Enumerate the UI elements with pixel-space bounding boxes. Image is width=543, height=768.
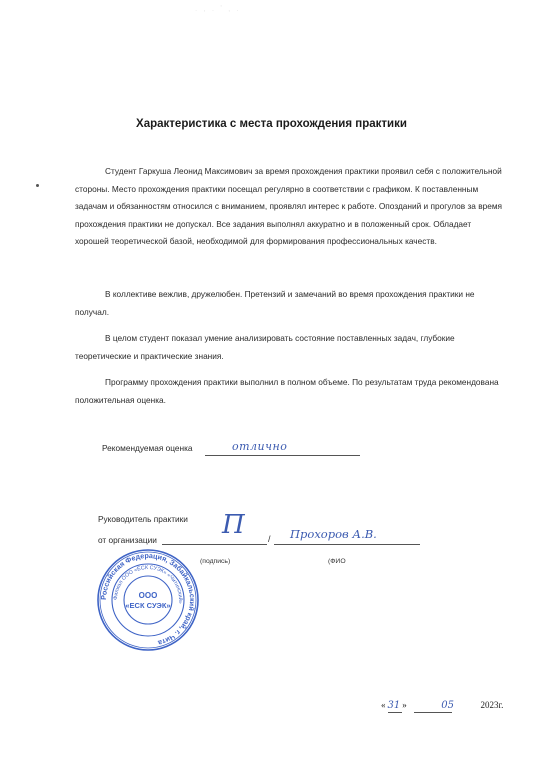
date-day-line: [388, 712, 402, 713]
grade-handwritten: отлично: [232, 440, 288, 453]
document-title: Характеристика с места прохождения практики: [136, 118, 407, 130]
date-quote-close: »: [402, 700, 407, 710]
signature-handwritten: П: [222, 510, 245, 540]
paragraph-1: Студент Гаркуша Леонид Максимович за время прохождения практики проявил себя с положительной стороны. Место прохождения практики посещал регулярно в соответствии с графиком. К поставленным задачам и обязанностям относился с вниманием, проявлял интерес к работе. Опозданий и прогулов за время прохождения практики не допускал. Все задания выполнял аккуратно и в положенный срок. Обладает хорошей теоретической базой, необходимой для формирования профессиональных качеств.: [75, 166, 503, 247]
signature-separator: /: [268, 534, 271, 544]
date-month: 05: [441, 700, 454, 711]
signature-line: [162, 544, 267, 545]
grade-label: Рекомендуемая оценка: [102, 443, 193, 453]
grade-underline: [205, 455, 360, 456]
date-year: 2023г.: [480, 700, 504, 710]
signature-caption: (подпись): [200, 558, 231, 565]
date-quote-open: «: [381, 700, 386, 710]
paragraph-2: В коллективе вежлив, дружелюбен. Претензий и замечаний во время прохождения практики не получал.: [75, 289, 475, 317]
stamp-inner-text: Филиал ООО «ЕСК СУЭК» «Читинский»: [112, 564, 184, 604]
paragraph-4: Программу прохождения практики выполнил в полном объеме. По результатам труда рекомендована положительная оценка.: [75, 377, 499, 405]
organization-label: от организации: [98, 535, 157, 545]
date-block: [381, 700, 503, 711]
name-handwritten: Прохоров А.В.: [290, 527, 377, 541]
bleed-through-marks: . , . ' , .: [195, 4, 241, 13]
stamp-org-type: ООО: [138, 591, 158, 600]
name-caption: (ФИО: [328, 558, 346, 565]
name-line: [274, 544, 420, 545]
paragraph-3: В целом студент показал умение анализировать состояние поставленных задач, глубокие теоретические и практические знания.: [75, 333, 455, 361]
date-day: 31: [387, 700, 401, 711]
supervisor-label: Руководитель практики: [98, 514, 188, 524]
stamp-org-name: «ЕСК СУЭК»: [125, 601, 171, 610]
stray-dot: [36, 184, 39, 187]
stamp-outer-text: Российская Федерация, Забайкальский край, г. Чита: [98, 550, 198, 648]
date-month-line: [414, 712, 452, 713]
organization-stamp: [96, 548, 200, 652]
